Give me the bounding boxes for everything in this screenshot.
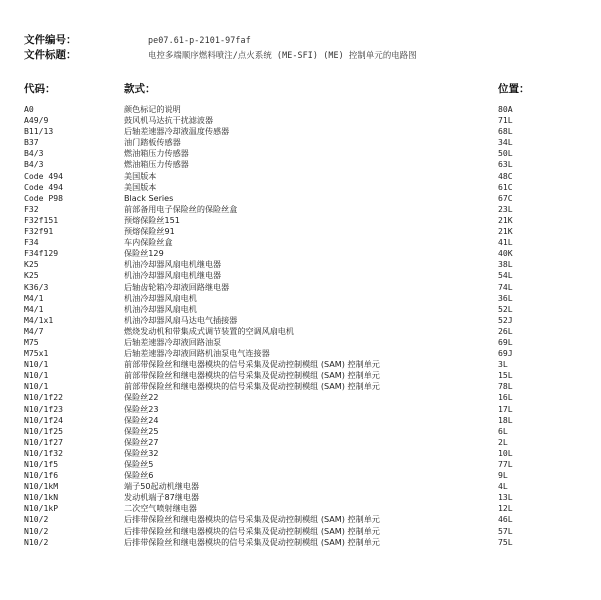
row-description: 保险丝22 <box>124 392 159 403</box>
row-code: B4/3 <box>24 159 44 170</box>
row-description: 前部带保险丝和继电器模块的信号采集及促动控制模组 (SAM) 控制单元 <box>124 381 380 392</box>
table-row <box>24 248 584 259</box>
table-row <box>24 359 584 370</box>
row-code: F32 <box>24 203 39 214</box>
row-position: 18L <box>498 414 513 425</box>
table-header <box>24 81 584 97</box>
row-position: 63L <box>498 159 513 170</box>
row-position: 54L <box>498 270 513 281</box>
row-position: 34L <box>498 137 513 148</box>
row-position: 71L <box>498 115 513 126</box>
table-row <box>24 514 584 525</box>
row-description: 保险丝32 <box>124 447 159 458</box>
table-row <box>24 115 584 126</box>
table-row <box>24 481 584 492</box>
row-code: N10/1f22 <box>24 392 63 403</box>
row-position: 38L <box>498 259 513 270</box>
row-position: 61C <box>498 181 513 192</box>
row-code: F34 <box>24 237 39 248</box>
row-code: N10/1f6 <box>24 470 59 481</box>
row-code: F32f91 <box>24 226 54 237</box>
row-position: 40K <box>498 248 513 259</box>
row-description: 保险丝5 <box>124 459 154 469</box>
document-meta <box>24 33 584 63</box>
row-code: M4/1 <box>24 303 44 314</box>
row-description: 前部带保险丝和继电器模块的信号采集及促动控制模组 (SAM) 控制单元 <box>124 370 380 381</box>
row-code: M4/1x1 <box>24 314 54 325</box>
row-position: 77L <box>498 459 513 469</box>
table-row <box>24 470 584 481</box>
row-code: K25 <box>24 270 39 281</box>
row-position: 21K <box>498 214 513 225</box>
row-description: 机油冷却器风扇电机继电器 <box>124 259 222 270</box>
table-row <box>24 104 584 115</box>
row-position: 52J <box>498 314 513 325</box>
row-code: A49/9 <box>24 115 49 126</box>
row-code: B37 <box>24 137 39 148</box>
row-code: N10/1f5 <box>24 459 59 469</box>
row-code: Code 494 <box>24 170 63 181</box>
row-description: 燃烧发动机和带集成式调节装置的空调风扇电机 <box>124 325 294 336</box>
row-description: 后排带保险丝和继电器模块的信号采集及促动控制模组 (SAM) 控制单元 <box>124 536 380 547</box>
table-row <box>24 415 584 426</box>
row-description: 车内保险丝盒 <box>124 237 173 248</box>
table-row <box>24 293 584 304</box>
row-position: 9L <box>498 470 508 481</box>
table-row <box>24 159 584 170</box>
table-row <box>24 204 584 215</box>
row-code: A0 <box>24 104 34 114</box>
row-position: 50L <box>498 148 513 159</box>
row-description: 保险丝23 <box>124 403 159 414</box>
row-position: 23L <box>498 203 513 214</box>
row-code: N10/1f25 <box>24 425 63 436</box>
row-description: 美国版本 <box>124 181 157 192</box>
row-position: 57L <box>498 525 513 536</box>
row-code: M4/1 <box>24 292 44 303</box>
row-code: N10/1f23 <box>24 403 63 414</box>
row-position: 21K <box>498 226 513 237</box>
row-description: 燃油箱压力传感器 <box>124 148 189 159</box>
row-position: 10L <box>498 447 513 458</box>
row-position: 52L <box>498 303 513 314</box>
table-row <box>24 404 584 415</box>
table-row <box>24 215 584 226</box>
row-description: 预熔保险丝91 <box>124 226 175 237</box>
row-description: 后排带保险丝和继电器模块的信号采集及促动控制模组 (SAM) 控制单元 <box>124 525 380 536</box>
row-code: Code P98 <box>24 192 63 203</box>
table-row <box>24 148 584 159</box>
row-description: 预熔保险丝151 <box>124 214 180 225</box>
table-row <box>24 193 584 204</box>
table-row <box>24 348 584 359</box>
row-position: 36L <box>498 292 513 303</box>
doc-number-value: pe07.61-p-2101-97faf <box>148 35 251 45</box>
row-position: 46L <box>498 514 513 525</box>
doc-number-label: 文件编号： <box>24 34 77 46</box>
table-row <box>24 259 584 270</box>
row-position: 15L <box>498 370 513 381</box>
row-description: 机油冷却器风扇马达电气插接器 <box>124 314 238 325</box>
row-position: 2L <box>498 436 508 447</box>
row-position: 4L <box>498 481 508 492</box>
row-code: N10/1f24 <box>24 414 63 425</box>
table-row <box>24 426 584 437</box>
row-code: N10/2 <box>24 525 49 536</box>
row-description: 颜色标记的说明 <box>124 104 181 114</box>
doc-number-row <box>24 33 584 48</box>
row-position: 69J <box>498 348 513 359</box>
row-description: 鼓风机马达抗干扰滤波器 <box>124 115 214 126</box>
row-description: 后轴差速器冷却液回路油泵 <box>124 336 222 347</box>
column-header-code: 代码： <box>24 83 56 95</box>
row-description: 美国版本 <box>124 170 157 181</box>
row-description: 保险丝6 <box>124 470 154 481</box>
table-row <box>24 326 584 337</box>
table-row <box>24 537 584 548</box>
table-row <box>24 459 584 470</box>
row-description: Black Series <box>124 192 174 203</box>
table-row <box>24 304 584 315</box>
row-code: M75 <box>24 336 39 347</box>
table-row <box>24 381 584 392</box>
row-code: N10/1kP <box>24 503 59 514</box>
table-row <box>24 370 584 381</box>
row-position: 13L <box>498 492 513 503</box>
table-row <box>24 126 584 137</box>
row-code: M4/7 <box>24 325 44 336</box>
doc-title-label: 文件标题： <box>24 49 77 61</box>
row-description: 后轴齿轮箱冷却液回路继电器 <box>124 281 230 292</box>
table-row <box>24 237 584 248</box>
table-row <box>24 270 584 281</box>
row-description: 保险丝129 <box>124 248 164 259</box>
row-position: 67C <box>498 192 513 203</box>
row-description: 机油冷却器风扇电机继电器 <box>124 270 222 281</box>
row-description: 机油冷却器风扇电机 <box>124 292 197 303</box>
row-code: Code 494 <box>24 181 63 192</box>
table-row <box>24 526 584 537</box>
row-description: 发动机端子87继电器 <box>124 492 200 503</box>
row-code: N10/1 <box>24 381 49 392</box>
row-code: K25 <box>24 259 39 270</box>
row-description: 二次空气喷射继电器 <box>124 503 197 514</box>
row-code: F34f129 <box>24 248 59 259</box>
row-code: N10/1f27 <box>24 436 63 447</box>
row-code: N10/2 <box>24 536 49 547</box>
row-code: N10/1 <box>24 370 49 381</box>
row-position: 48C <box>498 170 513 181</box>
row-code: K36/3 <box>24 281 49 292</box>
table-row <box>24 226 584 237</box>
doc-title-row <box>24 48 584 63</box>
row-position: 74L <box>498 281 513 292</box>
row-description: 燃油箱压力传感器 <box>124 159 189 170</box>
row-description: 机油冷却器风扇电机 <box>124 303 197 314</box>
row-code: N10/2 <box>24 514 49 525</box>
table-row <box>24 448 584 459</box>
row-description: 保险丝24 <box>124 414 159 425</box>
row-code: B11/13 <box>24 126 54 137</box>
row-description: 保险丝25 <box>124 425 159 436</box>
row-description: 油门踏板传感器 <box>124 137 181 148</box>
table-row <box>24 282 584 293</box>
row-code: M75x1 <box>24 348 49 359</box>
row-position: 12L <box>498 503 513 514</box>
row-code: N10/1f32 <box>24 447 63 458</box>
table-row <box>24 503 584 514</box>
row-description: 前部带保险丝和继电器模块的信号采集及促动控制模组 (SAM) 控制单元 <box>124 359 380 370</box>
row-description: 后排带保险丝和继电器模块的信号采集及促动控制模组 (SAM) 控制单元 <box>124 514 380 525</box>
row-code: N10/1kN <box>24 492 59 503</box>
row-code: F32f151 <box>24 214 59 225</box>
row-description: 后轴差速器冷却液回路机油泵电气连接器 <box>124 348 270 359</box>
table-row <box>24 315 584 326</box>
table-row <box>24 171 584 182</box>
row-description: 保险丝27 <box>124 436 159 447</box>
row-code: B4/3 <box>24 148 44 159</box>
table-row <box>24 392 584 403</box>
row-description: 端子50起动机继电器 <box>124 481 200 492</box>
row-position: 26L <box>498 325 513 336</box>
row-position: 69L <box>498 336 513 347</box>
column-header-model: 款式： <box>124 83 156 95</box>
row-position: 6L <box>498 425 508 436</box>
row-position: 78L <box>498 381 513 392</box>
row-position: 75L <box>498 536 513 547</box>
row-code: N10/1kM <box>24 481 59 492</box>
row-position: 17L <box>498 403 513 414</box>
row-description: 前部备用电子保险丝的保险丝盒 <box>124 203 238 214</box>
row-code: N10/1 <box>24 359 49 370</box>
table-row <box>24 492 584 503</box>
table-row <box>24 337 584 348</box>
component-table <box>24 104 584 548</box>
row-position: 3L <box>498 359 508 370</box>
row-position: 16L <box>498 392 513 403</box>
row-position: 68L <box>498 126 513 137</box>
table-row <box>24 182 584 193</box>
row-description: 后轴差速器冷却液温度传感器 <box>124 126 230 137</box>
row-position: 41L <box>498 237 513 248</box>
table-row <box>24 137 584 148</box>
row-position: 80A <box>498 104 513 114</box>
column-header-position: 位置： <box>498 83 530 95</box>
table-row <box>24 437 584 448</box>
doc-title-value: 电控多端顺序燃料喷注/点火系统 (ME-SFI) (ME) 控制单元的电路图 <box>148 50 417 60</box>
